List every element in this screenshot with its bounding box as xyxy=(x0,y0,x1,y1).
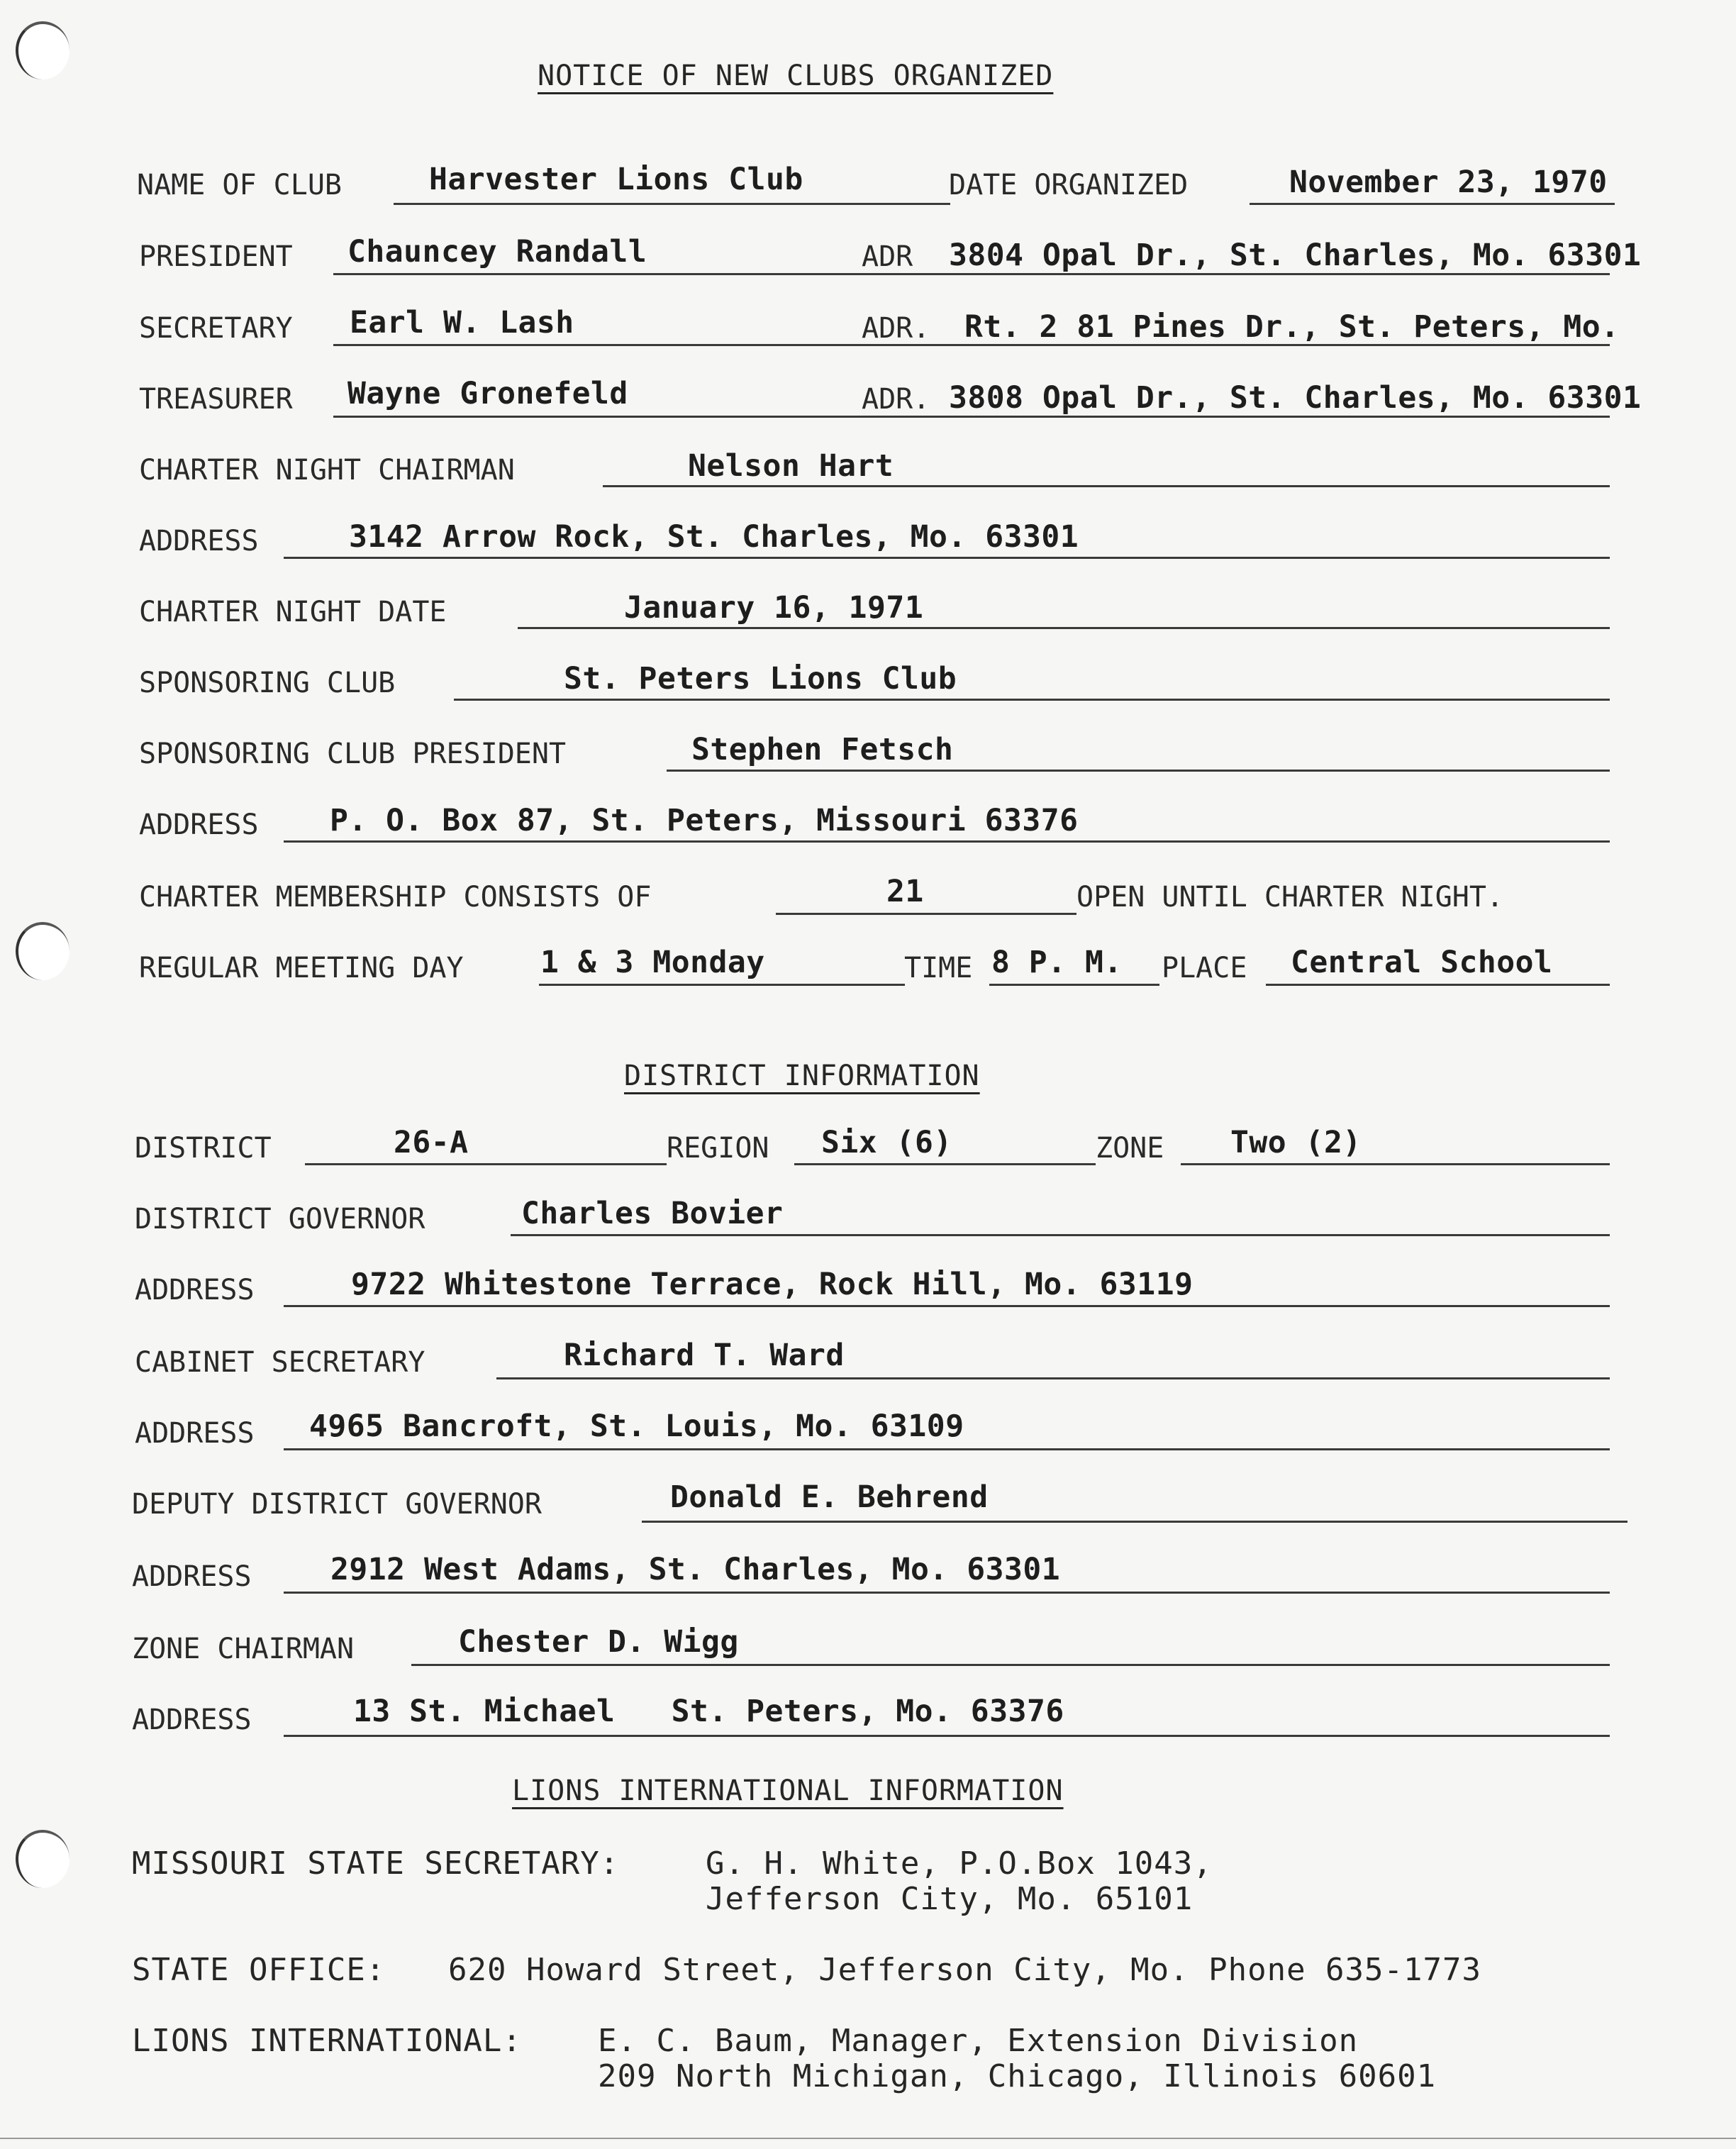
time-label: TIME xyxy=(904,952,973,984)
governor-address-label: ADDRESS xyxy=(135,1274,255,1306)
president-value: Chauncey Randall xyxy=(347,234,647,270)
charter-chairman-value: Nelson Hart xyxy=(688,448,894,484)
president-line xyxy=(333,273,1610,275)
governor-address-value: 9722 Whitestone Terrace, Rock Hill, Mo. 63119 xyxy=(351,1267,1194,1302)
meeting-day-line xyxy=(539,984,905,986)
place-label: PLACE xyxy=(1162,952,1247,984)
punch-hole-middle xyxy=(16,922,69,980)
district-governor-line xyxy=(511,1234,1610,1236)
secretary-label: SECRETARY xyxy=(139,312,293,345)
treasurer-label: TREASURER xyxy=(139,383,293,416)
lions-international-line2: 209 North Michigan, Chicago, Illinois 60601 xyxy=(598,2058,1437,2094)
deputy-address-label: ADDRESS xyxy=(132,1560,252,1593)
secretary-adr-label: ADR. xyxy=(862,312,930,345)
region-value: Six (6) xyxy=(821,1125,952,1160)
membership-line xyxy=(776,913,1076,915)
page-title: NOTICE OF NEW CLUBS ORGANIZED xyxy=(538,60,1054,92)
date-organized-label: DATE ORGANIZED xyxy=(949,169,1189,201)
zone-chairman-address-line xyxy=(284,1735,1610,1737)
charter-chairman-address-line xyxy=(284,557,1610,559)
cabinet-secretary-address-line xyxy=(284,1448,1610,1450)
treasurer-value: Wayne Gronefeld xyxy=(347,376,628,411)
region-label: REGION xyxy=(667,1132,769,1165)
president-label: PRESIDENT xyxy=(139,240,293,273)
name-of-club-value: Harvester Lions Club xyxy=(429,162,803,197)
date-organized-value: November 23, 1970 xyxy=(1289,165,1608,200)
treasurer-adr-value: 3808 Opal Dr., St. Charles, Mo. 63301 xyxy=(949,380,1642,416)
deputy-governor-value: Donald E. Behrend xyxy=(670,1479,989,1515)
treasurer-adr-label: ADR. xyxy=(862,383,930,416)
secretary-adr-value: Rt. 2 81 Pines Dr., St. Peters, Mo. xyxy=(964,309,1620,345)
state-office-label: STATE OFFICE: xyxy=(132,1952,386,1988)
lions-international-line1: E. C. Baum, Manager, Extension Division xyxy=(598,2023,1359,2059)
president-adr-label: ADR xyxy=(862,240,913,273)
charter-chairman-label: CHARTER NIGHT CHAIRMAN xyxy=(139,454,515,487)
president-adr-value: 3804 Opal Dr., St. Charles, Mo. 63301 xyxy=(949,238,1642,273)
state-secretary-line1: G. H. White, P.O.Box 1043, xyxy=(706,1845,1213,1882)
charter-chairman-address-value: 3142 Arrow Rock, St. Charles, Mo. 63301 xyxy=(349,519,1079,555)
sponsoring-address-line xyxy=(284,840,1610,843)
secretary-value: Earl W. Lash xyxy=(350,305,574,340)
zone-value: Two (2) xyxy=(1230,1125,1362,1160)
membership-label: CHARTER MEMBERSHIP CONSISTS OF xyxy=(139,881,652,914)
state-secretary-line2: Jefferson City, Mo. 65101 xyxy=(706,1881,1194,1917)
time-line xyxy=(989,984,1159,986)
deputy-governor-label: DEPUTY DISTRICT GOVERNOR xyxy=(132,1488,542,1521)
name-of-club-label: NAME OF CLUB xyxy=(137,169,342,201)
name-of-club-line xyxy=(394,203,950,205)
charter-night-date-label: CHARTER NIGHT DATE xyxy=(139,596,447,628)
sponsoring-president-label: SPONSORING CLUB PRESIDENT xyxy=(139,738,567,770)
charter-night-date-value: January 16, 1971 xyxy=(624,590,924,626)
punch-hole-bottom xyxy=(16,1830,69,1888)
sponsoring-president-value: Stephen Fetsch xyxy=(691,732,954,767)
cabinet-secretary-value: Richard T. Ward xyxy=(564,1338,845,1373)
sponsoring-club-value: St. Peters Lions Club xyxy=(564,661,957,696)
deputy-address-line xyxy=(284,1592,1610,1594)
zone-chairman-value: Chester D. Wigg xyxy=(458,1624,739,1660)
sponsoring-president-line xyxy=(667,770,1610,772)
governor-address-line xyxy=(284,1305,1610,1307)
deputy-address-value: 2912 West Adams, St. Charles, Mo. 63301 xyxy=(330,1552,1061,1587)
zone-chairman-address-value: 13 St. Michael St. Peters, Mo. 63376 xyxy=(353,1694,1064,1729)
cabinet-secretary-address-value: 4965 Bancroft, St. Louis, Mo. 63109 xyxy=(309,1409,964,1444)
deputy-governor-line xyxy=(642,1521,1628,1523)
cabinet-secretary-line xyxy=(496,1377,1610,1379)
meeting-day-value: 1 & 3 Monday xyxy=(540,945,765,980)
page-bottom-edge xyxy=(0,2138,1736,2139)
lions-heading: LIONS INTERNATIONAL INFORMATION xyxy=(512,1775,1064,1807)
zone-label: ZONE xyxy=(1096,1132,1164,1165)
zone-chairman-address-label: ADDRESS xyxy=(132,1704,252,1736)
punch-hole-top xyxy=(16,21,69,79)
time-value: 8 P. M. xyxy=(991,945,1123,980)
sponsoring-address-value: P. O. Box 87, St. Peters, Missouri 63376 xyxy=(330,803,1079,838)
sponsoring-address-label: ADDRESS xyxy=(139,809,259,841)
district-governor-value: Charles Bovier xyxy=(521,1196,784,1231)
membership-suffix: OPEN UNTIL CHARTER NIGHT. xyxy=(1076,881,1504,914)
cabinet-secretary-label: CABINET SECRETARY xyxy=(135,1346,425,1379)
charter-chairman-line xyxy=(603,485,1610,487)
zone-chairman-label: ZONE CHAIRMAN xyxy=(132,1633,355,1665)
meeting-day-label: REGULAR MEETING DAY xyxy=(139,952,464,984)
date-organized-line xyxy=(1250,203,1615,205)
zone-chairman-line xyxy=(411,1664,1610,1666)
zone-line xyxy=(1181,1163,1610,1165)
sponsoring-club-label: SPONSORING CLUB xyxy=(139,667,396,699)
membership-value: 21 xyxy=(886,874,924,909)
lions-international-label: LIONS INTERNATIONAL: xyxy=(132,2023,522,2059)
district-label: DISTRICT xyxy=(135,1132,272,1165)
district-governor-label: DISTRICT GOVERNOR xyxy=(135,1203,425,1235)
charter-chairman-address-label: ADDRESS xyxy=(139,525,259,557)
state-office-value: 620 Howard Street, Jefferson City, Mo. Phone 635-1773 xyxy=(448,1952,1481,1988)
state-secretary-label: MISSOURI STATE SECRETARY: xyxy=(132,1845,620,1882)
district-heading: DISTRICT INFORMATION xyxy=(624,1060,980,1092)
sponsoring-club-line xyxy=(454,699,1610,701)
place-value: Central School xyxy=(1291,945,1553,980)
treasurer-line xyxy=(333,416,1610,418)
district-value: 26-A xyxy=(394,1125,469,1160)
charter-night-date-line xyxy=(518,627,1610,629)
place-line xyxy=(1266,984,1610,986)
region-line xyxy=(794,1163,1096,1165)
district-line xyxy=(305,1163,667,1165)
cabinet-secretary-address-label: ADDRESS xyxy=(135,1417,255,1450)
